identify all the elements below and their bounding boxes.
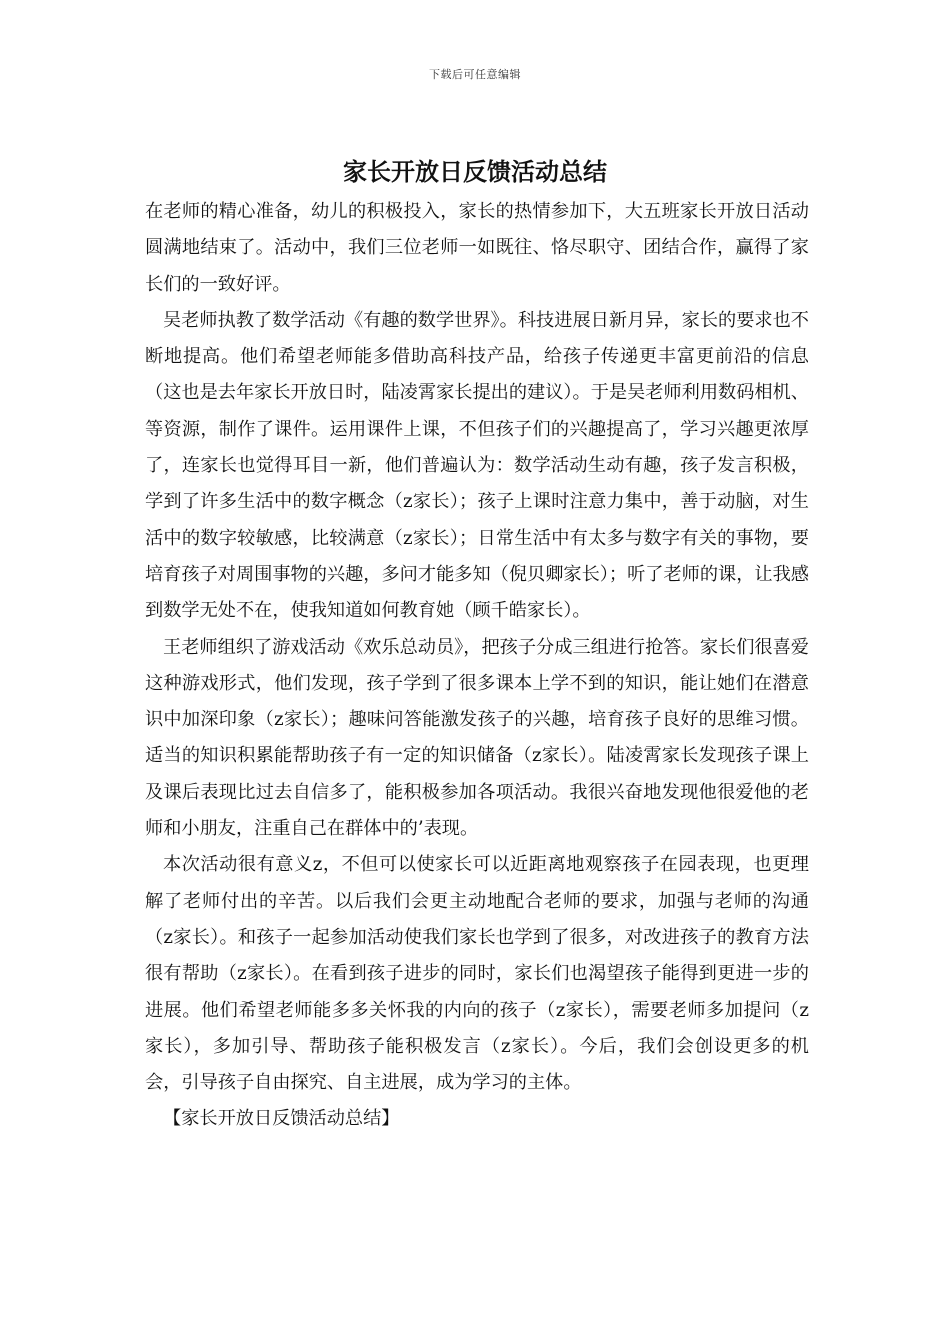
document-body <box>145 194 809 1138</box>
footer-tag: 【家长开放日反馈活动总结】 <box>163 1108 400 1130</box>
paragraph-game-activity: 王老师组织了游戏活动《欢乐总动员》，把孩子分成三组进行抢答。家长们很喜爱这种游戏形式，他们发现，孩子学到了很多课本上学不到的知识，能让她们在潜意识中加深印象（z家长）；趣味问答能激发孩子的兴趣，培育孩子良好的思维习惯。适当的知识积累能帮助孩子有一定的知识储备（z家长）。陆凌霄家长发现孩子课上及课后表现比过去自信多了，能积极参加各项活动。我很兴奋地发现他很爱他的老师和小朋友，注重自己在群体中的’表现。 <box>145 636 809 840</box>
paragraph-conclusion: 本次活动很有意义z，不但可以使家长可以近距离地观察孩子在园表现，也更理解了老师付出的辛苦。以后我们会更主动地配合老师的要求，加强与老师的沟通（z家长）。和孩子一起参加活动使我们家长也学到了很多，对改进孩子的教育方法很有帮助（z家长）。在看到孩子进步的同时，家长们也渴望孩子能得到更进一步的进展。他们希望老师能多多关怀我的内向的孩子（z家长），需要老师多加提问（z家长），多加引导、帮助孩子能积极发言（z家长）。今后，我们会创设更多的机会，引导孩子自由探究、自主进展，成为学习的主体。 <box>145 854 809 1094</box>
paragraph-math-activity: 吴老师执教了数学活动《有趣的数学世界》。科技进展日新月异，家长的要求也不断地提高。他们希望老师能多借助高科技产品，给孩子传递更丰富更前沿的信息（这也是去年家长开放日时，陆凌霄家长提出的建议）。于是吴老师利用数码相机、等资源，制作了课件。运用课件上课，不但孩子们的兴趣提高了，学习兴趣更浓厚了，连家长也觉得耳目一新，他们普遍认为：数学活动生动有趣，孩子发言积极，学到了许多生活中的数字概念（z家长）；孩子上课时注意力集中，善于动脑，对生活中的数字较敏感，比较满意（z家长）；日常生活中有太多与数字有关的事物，要培育孩子对周围事物的兴趣，多问才能多知（倪贝卿家长）；听了老师的课，让我感到数学无处不在，使我知道如何教育她（顾千皓家长）。 <box>145 309 809 622</box>
paragraph-intro: 在老师的精心准备，幼儿的积极投入，家长的热情参加下，大五班家长开放日活动圆满地结束了。活动中，我们三位老师一如既往、恪尽职守、团结合作，赢得了家长们的一致好评。 <box>145 201 809 295</box>
header-note: 下载后可任意编辑 <box>429 68 521 81</box>
document-title: 家长开放日反馈活动总结 <box>343 158 607 186</box>
